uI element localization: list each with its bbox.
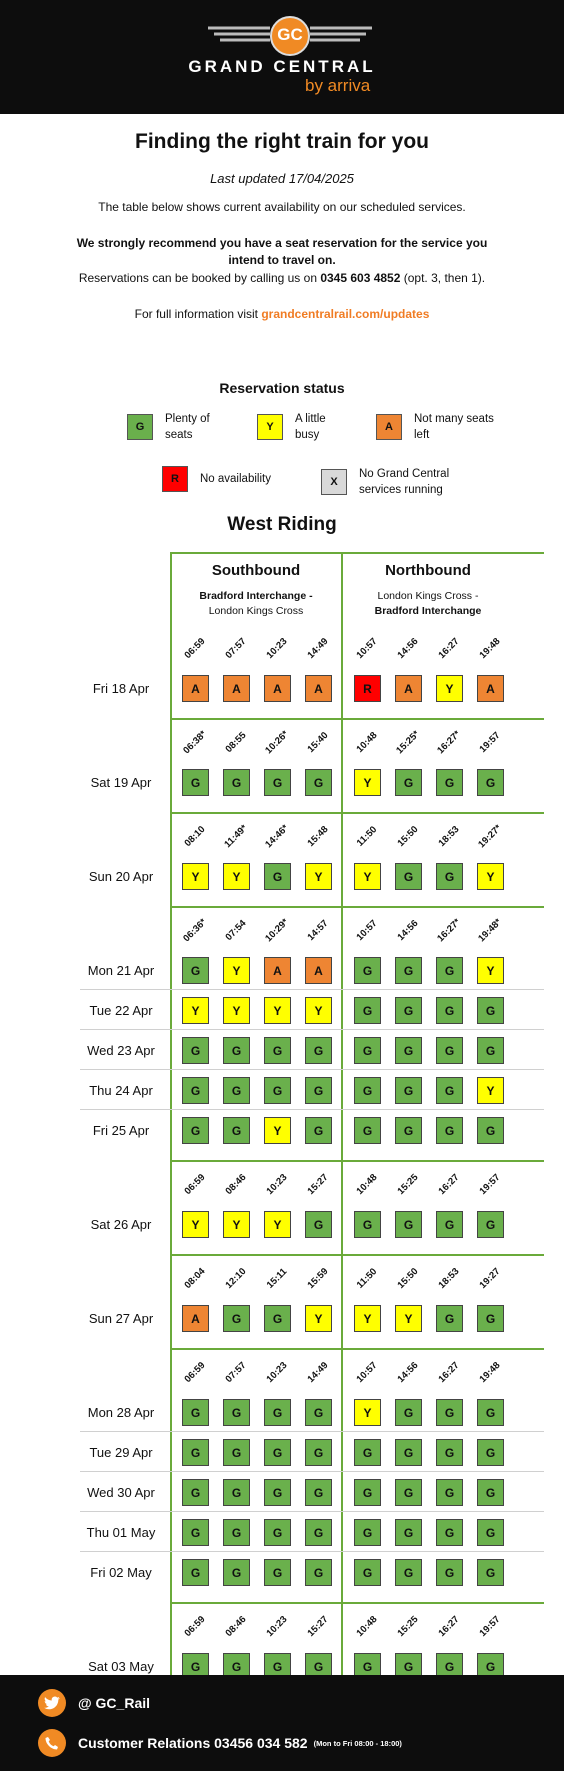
updates-link[interactable]: grandcentralrail.com/updates xyxy=(261,307,430,321)
service-time: 14:57 xyxy=(305,918,331,943)
service-time: 07:54 xyxy=(223,918,249,943)
southbound-route-from: Bradford Interchange - xyxy=(199,590,313,602)
intro-text: The table below shows current availability on our scheduled services. xyxy=(98,200,466,214)
service-time: 10:57 xyxy=(354,1360,380,1385)
availability-cell[interactable]: G xyxy=(223,1519,250,1546)
service-time: 16:27 xyxy=(436,1172,462,1197)
availability-cell[interactable]: G xyxy=(477,1519,504,1546)
twitter-link[interactable] xyxy=(38,1689,150,1717)
availability-cell[interactable]: G xyxy=(182,1117,209,1144)
customer-relations[interactable] xyxy=(38,1729,402,1757)
service-time: 10:26* xyxy=(263,728,291,757)
group-divider xyxy=(170,1254,544,1256)
availability-cell[interactable]: G xyxy=(436,769,463,796)
service-time: 06:59 xyxy=(182,1360,208,1385)
legend-label xyxy=(165,411,210,443)
availability-cell[interactable]: Y xyxy=(223,997,250,1024)
info-pre: For full information visit xyxy=(134,307,262,321)
availability-cell[interactable]: G xyxy=(305,1653,332,1680)
region-title: West Riding xyxy=(227,514,337,535)
availability-cell[interactable]: G xyxy=(354,1439,381,1466)
availability-cell[interactable]: G xyxy=(354,997,381,1024)
service-time: 15:50 xyxy=(395,824,421,849)
row-divider xyxy=(80,989,544,990)
day-label: Tue 22 Apr xyxy=(89,1003,153,1018)
day-label: Wed 23 Apr xyxy=(87,1043,155,1058)
recommendation-line-2: intend to travel on. xyxy=(228,253,336,267)
legend-label xyxy=(295,411,326,443)
service-time: 15:59 xyxy=(305,1266,331,1291)
day-label: Sun 20 Apr xyxy=(88,869,154,884)
legend-swatch-a: A xyxy=(376,414,402,440)
availability-cell[interactable]: G xyxy=(305,1479,332,1506)
availability-cell[interactable]: Y xyxy=(354,1399,381,1426)
day-label: Fri 02 May xyxy=(90,1565,152,1580)
group-divider xyxy=(170,1160,544,1162)
availability-cell[interactable]: G xyxy=(395,1077,422,1104)
legend-label-line: A little xyxy=(295,413,326,425)
availability-cell[interactable]: G xyxy=(395,1519,422,1546)
customer-relations-hours: (Mon to Fri 08:00 - 18:00) xyxy=(313,1738,402,1748)
availability-cell[interactable]: G xyxy=(182,1399,209,1426)
day-label: Wed 30 Apr xyxy=(87,1485,155,1500)
booking-phone[interactable]: 0345 603 4852 xyxy=(320,271,401,285)
availability-cell[interactable]: G xyxy=(436,1439,463,1466)
service-time: 11:49* xyxy=(222,822,250,851)
twitter-bird-icon xyxy=(38,1689,66,1717)
availability-cell[interactable]: G xyxy=(305,1211,332,1238)
availability-cell[interactable]: Y xyxy=(264,1211,291,1238)
availability-cell[interactable]: G xyxy=(305,769,332,796)
service-time: 12:10 xyxy=(223,1266,249,1291)
availability-cell[interactable]: Y xyxy=(305,863,332,890)
availability-cell[interactable]: G xyxy=(436,1037,463,1064)
day-label: Mon 21 Apr xyxy=(87,963,155,978)
availability-cell[interactable]: Y xyxy=(477,957,504,984)
legend-label-line: services running xyxy=(359,484,443,496)
service-time: 10:23 xyxy=(264,636,290,661)
service-time: 10:48 xyxy=(354,1172,380,1197)
legend-title: Reservation status xyxy=(219,380,345,396)
day-label: Sat 03 May xyxy=(88,1659,154,1674)
northbound-route-to: Bradford Interchange xyxy=(374,605,482,617)
service-time: 19:48* xyxy=(476,916,504,945)
recommendation-text xyxy=(0,235,564,269)
availability-cell[interactable]: Y xyxy=(182,1211,209,1238)
service-time: 10:57 xyxy=(354,636,380,661)
availability-cell[interactable]: G xyxy=(182,1559,209,1586)
service-time: 19:27 xyxy=(477,1266,503,1291)
twitter-handle: @ GC_Rail xyxy=(78,1695,151,1711)
legend-swatch-x: X xyxy=(321,469,347,495)
availability-cell[interactable]: Y xyxy=(477,1077,504,1104)
service-time: 14:49 xyxy=(305,1360,331,1385)
availability-cell[interactable]: G xyxy=(264,1559,291,1586)
availability-cell[interactable]: G xyxy=(354,1077,381,1104)
legend-item-x xyxy=(321,466,449,498)
availability-cell[interactable]: Y xyxy=(223,1211,250,1238)
availability-cell[interactable]: Y xyxy=(182,997,209,1024)
availability-cell[interactable]: G xyxy=(354,1653,381,1680)
availability-cell[interactable]: G xyxy=(182,1037,209,1064)
legend-label-line: Not many seats xyxy=(414,413,494,425)
availability-cell[interactable]: A xyxy=(477,675,504,702)
legend-swatch-g: G xyxy=(127,414,153,440)
legend-label-line: Plenty of xyxy=(165,413,210,425)
service-time: 16:27 xyxy=(436,1360,462,1385)
availability-cell[interactable]: Y xyxy=(477,863,504,890)
group-divider xyxy=(170,718,544,720)
availability-cell[interactable]: G xyxy=(264,1519,291,1546)
row-divider xyxy=(80,1109,544,1110)
availability-cell[interactable]: G xyxy=(395,1559,422,1586)
page-footer xyxy=(0,1675,564,1771)
group-divider xyxy=(170,1348,544,1350)
service-time: 19:48 xyxy=(477,1360,503,1385)
availability-cell[interactable]: A xyxy=(182,675,209,702)
availability-cell[interactable]: A xyxy=(264,957,291,984)
availability-cell[interactable]: Y xyxy=(182,863,209,890)
availability-cell[interactable]: G xyxy=(223,1037,250,1064)
service-time: 16:27 xyxy=(436,1614,462,1639)
service-time: 15:27 xyxy=(305,1614,331,1639)
day-label: Thu 24 Apr xyxy=(89,1083,153,1098)
availability-cell[interactable]: G xyxy=(223,1479,250,1506)
service-time: 19:57 xyxy=(477,1614,503,1639)
availability-cell[interactable]: G xyxy=(305,1519,332,1546)
group-divider xyxy=(170,812,544,814)
availability-cell[interactable]: G xyxy=(305,1077,332,1104)
service-time: 11:50 xyxy=(354,824,380,849)
availability-cell[interactable]: G xyxy=(182,1077,209,1104)
availability-cell[interactable]: G xyxy=(182,1479,209,1506)
availability-cell[interactable]: G xyxy=(395,997,422,1024)
last-updated: Last updated 17/04/2025 xyxy=(210,171,354,186)
service-time: 14:56 xyxy=(395,636,421,661)
service-time: 18:53 xyxy=(436,1266,462,1291)
availability-cell[interactable]: A xyxy=(264,675,291,702)
availability-cell[interactable]: G xyxy=(395,1653,422,1680)
availability-cell[interactable]: G xyxy=(436,1519,463,1546)
availability-cell[interactable]: Y xyxy=(354,769,381,796)
availability-cell[interactable]: G xyxy=(477,1559,504,1586)
availability-cell[interactable]: G xyxy=(354,1117,381,1144)
day-label: Thu 01 May xyxy=(86,1525,156,1540)
service-time: 19:57 xyxy=(477,1172,503,1197)
availability-cell[interactable]: G xyxy=(436,1399,463,1426)
availability-cell[interactable]: G xyxy=(436,1211,463,1238)
availability-cell[interactable]: G xyxy=(395,1439,422,1466)
service-time: 19:27* xyxy=(476,822,504,851)
legend-label xyxy=(359,466,449,498)
booking-post: (opt. 3, then 1). xyxy=(400,271,486,285)
row-divider xyxy=(80,1029,544,1030)
availability-cell[interactable]: G xyxy=(354,957,381,984)
service-time: 19:48 xyxy=(477,636,503,661)
service-time: 10:23 xyxy=(264,1614,290,1639)
availability-cell[interactable]: G xyxy=(264,1479,291,1506)
brand-name: GRAND CENTRAL xyxy=(188,57,376,76)
southbound-title: Southbound xyxy=(211,562,301,579)
service-time: 15:11 xyxy=(264,1266,290,1291)
service-time: 11:50 xyxy=(354,1266,380,1291)
availability-cell[interactable]: A xyxy=(305,675,332,702)
availability-cell[interactable]: G xyxy=(477,1399,504,1426)
availability-cell[interactable]: G xyxy=(436,997,463,1024)
legend-label-line: seats xyxy=(165,429,193,441)
recommendation-line-1: We strongly recommend you have a seat reservation for the service you xyxy=(76,236,488,250)
availability-cell[interactable]: G xyxy=(264,1037,291,1064)
availability-cell[interactable]: G xyxy=(436,1653,463,1680)
customer-relations-label: Customer Relations 03456 034 582 xyxy=(78,1735,308,1751)
service-time: 08:10 xyxy=(182,824,208,849)
availability-cell[interactable]: G xyxy=(354,1211,381,1238)
legend-label-line: No Grand Central xyxy=(359,468,450,480)
availability-cell[interactable]: G xyxy=(354,1037,381,1064)
service-time: 10:57 xyxy=(354,918,380,943)
availability-cell[interactable]: G xyxy=(182,1519,209,1546)
availability-cell[interactable]: Y xyxy=(354,1305,381,1332)
availability-cell[interactable]: Y xyxy=(223,863,250,890)
service-time: 16:27 xyxy=(436,636,462,661)
availability-cell[interactable]: G xyxy=(182,769,209,796)
service-time: 06:36* xyxy=(181,916,209,945)
availability-cell[interactable]: Y xyxy=(264,997,291,1024)
service-time: 16:27* xyxy=(435,916,463,945)
day-label: Mon 28 Apr xyxy=(87,1405,155,1420)
availability-cell[interactable]: Y xyxy=(305,997,332,1024)
availability-cell[interactable]: Y xyxy=(436,675,463,702)
availability-cell[interactable]: Y xyxy=(264,1117,291,1144)
availability-cell[interactable]: G xyxy=(223,1117,250,1144)
availability-cell[interactable]: G xyxy=(477,1305,504,1332)
availability-cell[interactable]: G xyxy=(395,1479,422,1506)
service-time: 06:59 xyxy=(182,1614,208,1639)
service-time: 19:57 xyxy=(477,730,503,755)
day-label: Sat 19 Apr xyxy=(90,775,152,790)
service-time: 14:46* xyxy=(263,822,291,851)
southbound-route xyxy=(170,589,342,619)
availability-cell[interactable]: G xyxy=(354,1479,381,1506)
availability-cell[interactable]: G xyxy=(182,1653,209,1680)
legend-label xyxy=(200,471,271,487)
page-header xyxy=(0,0,564,114)
row-divider xyxy=(80,1431,544,1432)
service-time: 16:27* xyxy=(435,728,463,757)
group-divider xyxy=(170,1602,544,1604)
service-time: 15:27 xyxy=(305,1172,331,1197)
phone-icon xyxy=(38,1729,66,1757)
availability-cell[interactable]: G xyxy=(264,1077,291,1104)
service-time: 07:57 xyxy=(223,636,249,661)
availability-cell[interactable]: G xyxy=(264,1439,291,1466)
service-time: 07:57 xyxy=(223,1360,249,1385)
northbound-route-from: London Kings Cross - xyxy=(377,590,479,602)
availability-cell[interactable]: G xyxy=(395,769,422,796)
availability-cell[interactable]: G xyxy=(305,1037,332,1064)
availability-cell[interactable]: G xyxy=(354,1519,381,1546)
availability-cell[interactable]: G xyxy=(477,1211,504,1238)
service-time: 15:48 xyxy=(305,824,331,849)
availability-cell[interactable]: G xyxy=(436,1479,463,1506)
availability-cell[interactable]: G xyxy=(436,1117,463,1144)
availability-cell[interactable]: G xyxy=(395,863,422,890)
day-label: Sun 27 Apr xyxy=(88,1311,154,1326)
availability-cell[interactable]: G xyxy=(182,957,209,984)
day-label: Tue 29 Apr xyxy=(89,1445,153,1460)
availability-cell[interactable]: Y xyxy=(305,1305,332,1332)
info-text xyxy=(0,307,564,321)
availability-cell[interactable]: G xyxy=(223,1653,250,1680)
grid-left-border xyxy=(170,552,172,1675)
service-time: 14:56 xyxy=(395,918,421,943)
service-time: 10:48 xyxy=(354,1614,380,1639)
availability-cell[interactable]: R xyxy=(354,675,381,702)
availability-cell[interactable]: G xyxy=(305,1117,332,1144)
availability-cell[interactable]: G xyxy=(354,1559,381,1586)
booking-text xyxy=(0,271,564,285)
southbound-route-to: London Kings Cross xyxy=(208,605,304,617)
availability-cell[interactable]: Y xyxy=(395,1305,422,1332)
region-divider xyxy=(170,552,544,554)
service-time: 18:53 xyxy=(436,824,462,849)
service-time: 10:23 xyxy=(264,1360,290,1385)
availability-cell[interactable]: Y xyxy=(354,863,381,890)
direction-divider xyxy=(341,552,343,1675)
availability-cell[interactable]: G xyxy=(436,1305,463,1332)
service-time: 06:59 xyxy=(182,1172,208,1197)
availability-cell[interactable]: G xyxy=(223,1399,250,1426)
availability-cell[interactable]: G xyxy=(223,1305,250,1332)
day-label: Fri 18 Apr xyxy=(92,681,150,696)
availability-cell[interactable]: G xyxy=(395,1211,422,1238)
availability-cell[interactable]: G xyxy=(264,863,291,890)
availability-cell[interactable]: G xyxy=(436,1077,463,1104)
service-time: 06:59 xyxy=(182,636,208,661)
row-divider xyxy=(80,1471,544,1472)
availability-cell[interactable]: G xyxy=(436,863,463,890)
availability-cell[interactable]: G xyxy=(477,1479,504,1506)
service-time: 08:55 xyxy=(223,730,249,755)
availability-cell[interactable]: G xyxy=(436,957,463,984)
legend-swatch-y: Y xyxy=(257,414,283,440)
availability-cell[interactable]: G xyxy=(264,769,291,796)
availability-cell[interactable]: G xyxy=(223,1559,250,1586)
availability-cell[interactable]: G xyxy=(395,1117,422,1144)
legend-item-a xyxy=(376,411,494,443)
legend-item-g xyxy=(127,411,210,443)
service-time: 08:46 xyxy=(223,1614,249,1639)
legend-swatch-r: R xyxy=(162,466,188,492)
availability-cell[interactable]: G xyxy=(223,769,250,796)
service-time: 15:50 xyxy=(395,1266,421,1291)
availability-cell[interactable]: G xyxy=(305,1559,332,1586)
row-divider xyxy=(80,1069,544,1070)
day-label: Fri 25 Apr xyxy=(92,1123,150,1138)
legend-item-r xyxy=(162,466,271,492)
availability-cell[interactable]: G xyxy=(395,957,422,984)
row-divider xyxy=(80,1511,544,1512)
service-time: 10:48 xyxy=(354,730,380,755)
booking-pre: Reservations can be booked by calling us on xyxy=(78,271,321,285)
service-time: 14:49 xyxy=(305,636,331,661)
availability-cell[interactable]: G xyxy=(395,1037,422,1064)
legend-label-line: No availability xyxy=(200,473,271,485)
legend-label-line: busy xyxy=(295,429,320,441)
service-time: 10:29* xyxy=(263,916,291,945)
availability-cell[interactable]: A xyxy=(182,1305,209,1332)
availability-cell[interactable]: A xyxy=(305,957,332,984)
logo-initials: GC xyxy=(277,25,303,44)
service-time: 15:40 xyxy=(305,730,331,755)
service-time: 15:25 xyxy=(395,1614,421,1639)
legend-label-line: left xyxy=(414,429,430,441)
service-time: 14:56 xyxy=(395,1360,421,1385)
availability-cell[interactable]: G xyxy=(395,1399,422,1426)
page-title: Finding the right train for you xyxy=(135,130,429,153)
service-time: 08:04 xyxy=(182,1266,208,1291)
availability-cell[interactable]: G xyxy=(477,1653,504,1680)
availability-cell[interactable]: G xyxy=(305,1399,332,1426)
availability-cell[interactable]: Y xyxy=(223,957,250,984)
availability-cell[interactable]: A xyxy=(395,675,422,702)
northbound-route xyxy=(342,589,514,619)
service-time: 08:46 xyxy=(223,1172,249,1197)
availability-cell[interactable]: G xyxy=(436,1559,463,1586)
availability-cell[interactable]: G xyxy=(223,1077,250,1104)
northbound-title: Northbound xyxy=(385,562,471,579)
by-arriva: by arriva xyxy=(305,76,371,95)
service-time: 15:25 xyxy=(395,1172,421,1197)
availability-cell[interactable]: G xyxy=(264,1653,291,1680)
availability-cell[interactable]: G xyxy=(477,1037,504,1064)
service-time: 15:25* xyxy=(394,728,422,757)
availability-cell[interactable]: G xyxy=(477,1439,504,1466)
availability-cell[interactable]: G xyxy=(477,769,504,796)
availability-cell[interactable]: G xyxy=(223,1439,250,1466)
day-label: Sat 26 Apr xyxy=(90,1217,152,1232)
group-divider xyxy=(170,906,544,908)
legend-item-y xyxy=(257,411,326,443)
legend-label xyxy=(414,411,494,443)
service-time: 10:23 xyxy=(264,1172,290,1197)
availability-cell[interactable]: G xyxy=(477,997,504,1024)
row-divider xyxy=(80,1551,544,1552)
availability-cell[interactable]: A xyxy=(223,675,250,702)
availability-cell[interactable]: G xyxy=(182,1439,209,1466)
service-time: 06:38* xyxy=(181,728,209,757)
availability-cell[interactable]: G xyxy=(264,1305,291,1332)
availability-cell[interactable]: G xyxy=(305,1439,332,1466)
availability-cell[interactable]: G xyxy=(477,1117,504,1144)
availability-cell[interactable]: G xyxy=(264,1399,291,1426)
